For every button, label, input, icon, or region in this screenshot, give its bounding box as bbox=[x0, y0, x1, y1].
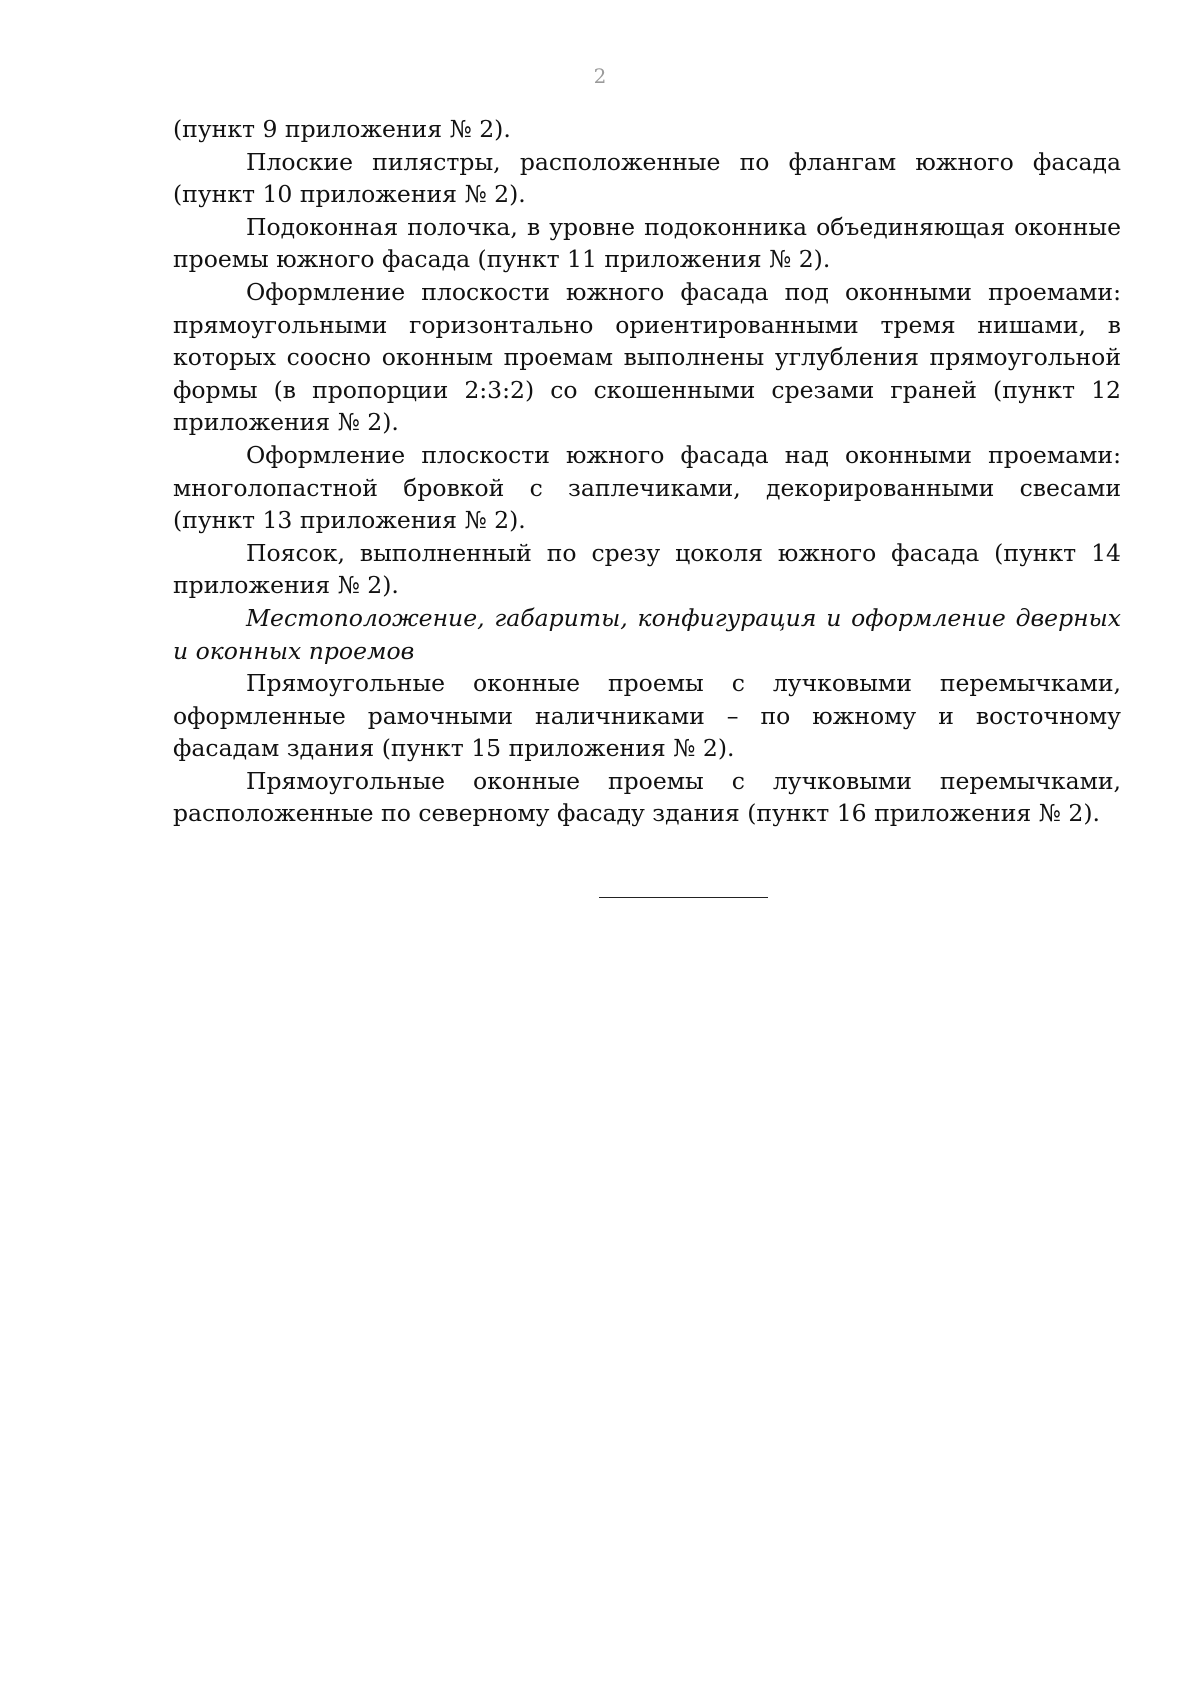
paragraph-north-windows: Прямоугольные оконные проемы с лучковыми перемычками, расположенные по северному фасаду здания (пункт 16 приложения № 2). bbox=[173, 766, 1121, 828]
end-of-document-rule bbox=[599, 897, 768, 898]
paragraph-above-windows: Оформление плоскости южного фасада над оконными проемами: многолопастной бровкой с заплечиками, декорированными свесами (пункт 13 приложения № 2). bbox=[173, 440, 1121, 535]
page-number: 2 bbox=[593, 64, 607, 88]
paragraph-below-windows: Оформление плоскости южного фасада под оконными проемами: прямоугольными горизонтально ориентированными тремя нишами, в которых соосно оконным проемам выполнены углубления прямоугольной формы (в пропорции 2:3:2) со скошенными срезами граней (пункт 12 приложения № 2). bbox=[173, 277, 1121, 437]
paragraph-window-sill: Подоконная полочка, в уровне подоконника объединяющая оконные проемы южного фасада (пункт 11 приложения № 2). bbox=[173, 212, 1121, 274]
paragraph-plinth-belt: Поясок, выполненный по срезу цоколя южного фасада (пункт 14 приложения № 2). bbox=[173, 538, 1121, 600]
paragraph-pilasters: Плоские пилястры, расположенные по флангам южного фасада (пункт 10 приложения № 2). bbox=[173, 147, 1121, 209]
section-heading-openings: Местоположение, габариты, конфигурация и оформление дверных и оконных проемов bbox=[173, 603, 1121, 665]
paragraph-south-east-windows: Прямоугольные оконные проемы с лучковыми перемычками, оформленные рамочными наличниками – по южному и восточному фасадам здания (пункт 15 приложения № 2). bbox=[173, 669, 1121, 763]
paragraph-continuation: (пункт 9 приложения № 2). bbox=[173, 115, 511, 143]
document-body bbox=[173, 113, 1121, 830]
